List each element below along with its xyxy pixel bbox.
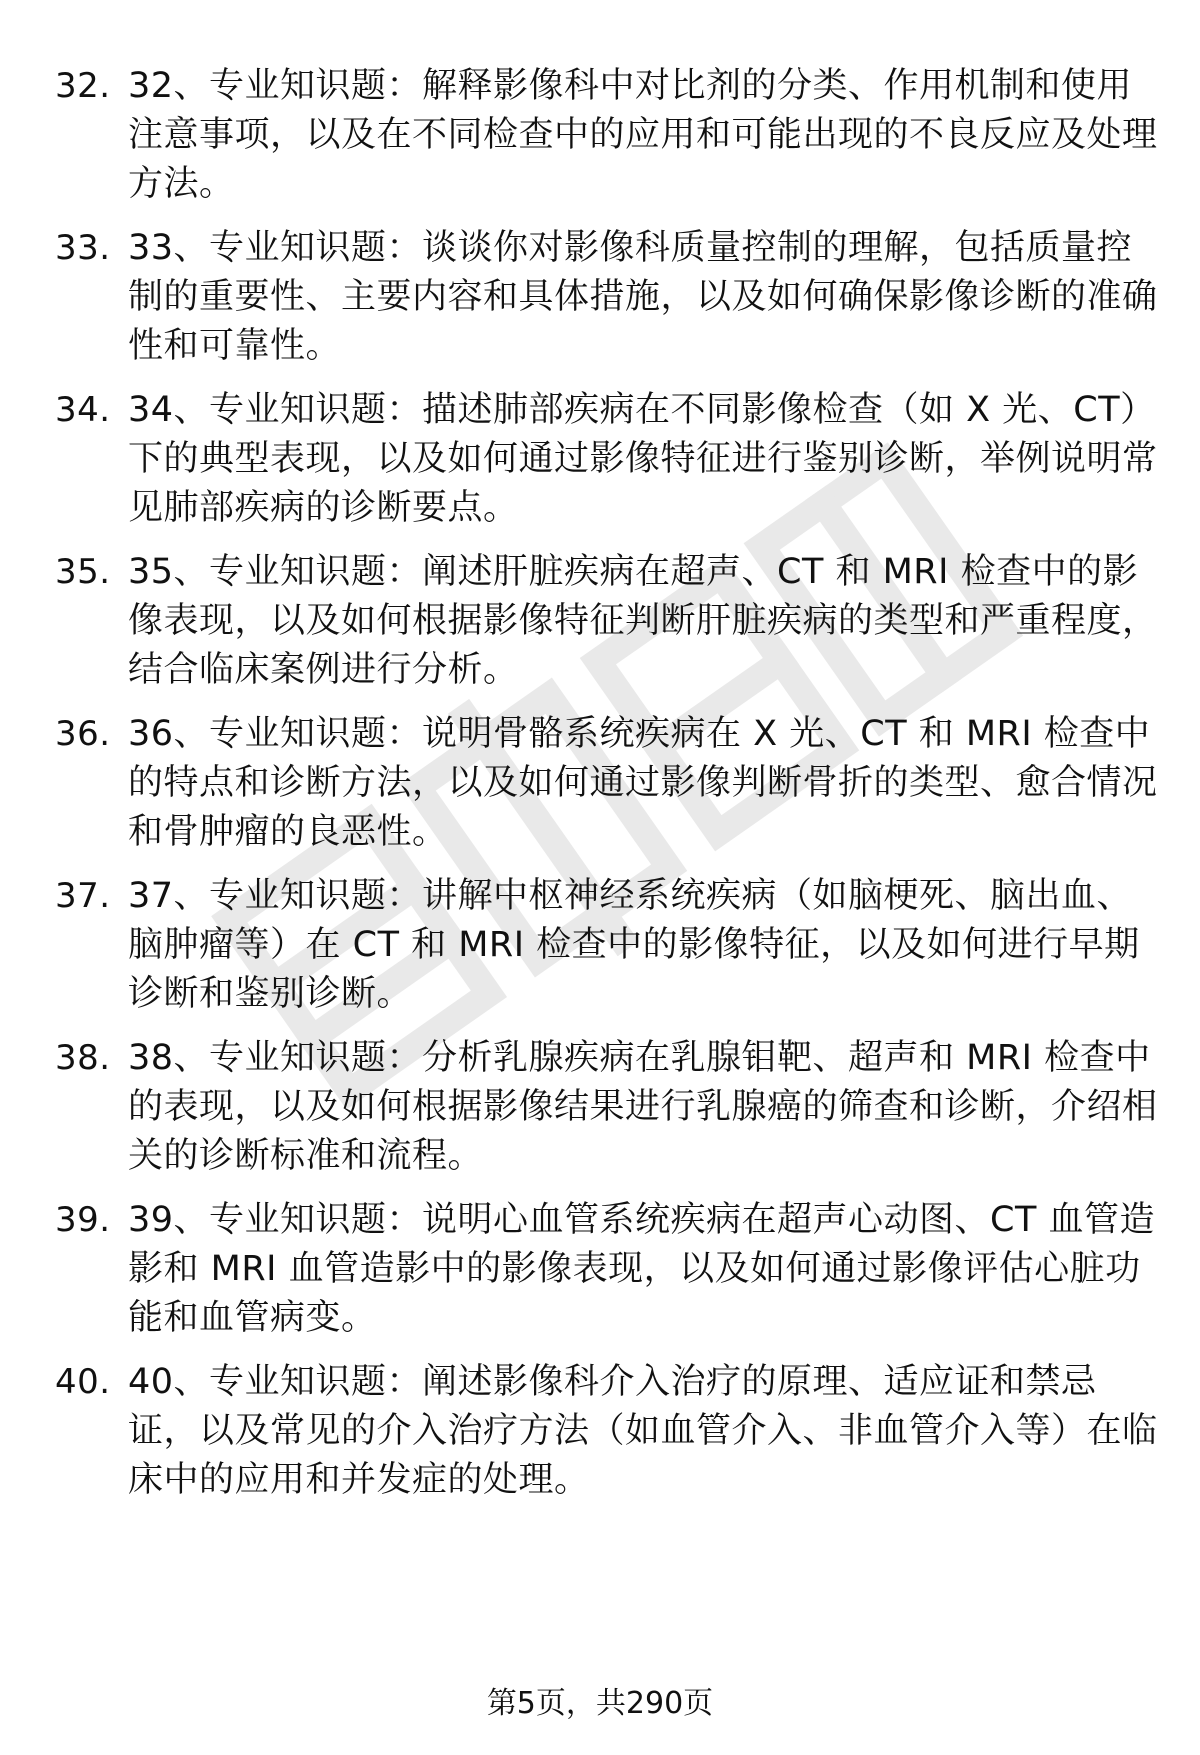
item-text: 32、专业知识题：解释影像科中对比剂的分类、作用机制和使用注意事项，以及在不同检查中的应用和可能出现的不良反应及处理方法。 bbox=[128, 66, 1158, 204]
item-text: 33、专业知识题：谈谈你对影像科质量控制的理解，包括质量控制的重要性、主要内容和具体措施，以及如何确保影像诊断的准确性和可靠性。 bbox=[128, 228, 1158, 366]
list-item bbox=[0, 1358, 1200, 1508]
list-item bbox=[0, 62, 1200, 212]
item-number: 38. bbox=[55, 1038, 111, 1078]
item-number: 36. bbox=[55, 714, 111, 754]
item-text: 34、专业知识题：描述肺部疾病在不同影像检查（如 X 光、CT）下的典型表现，以及如何通过影像特征进行鉴别诊断，举例说明常见肺部疾病的诊断要点。 bbox=[128, 390, 1158, 528]
item-number: 33. bbox=[55, 228, 111, 268]
list-item bbox=[0, 224, 1200, 374]
list-item bbox=[0, 1034, 1200, 1184]
item-text: 38、专业知识题：分析乳腺疾病在乳腺钼靶、超声和 MRI 检查中的表现，以及如何根据影像结果进行乳腺癌的筛查和诊断，介绍相关的诊断标准和流程。 bbox=[128, 1038, 1158, 1176]
item-number: 37. bbox=[55, 876, 111, 916]
item-number: 34. bbox=[55, 390, 111, 430]
item-number: 32. bbox=[55, 66, 111, 106]
item-text: 37、专业知识题：讲解中枢神经系统疾病（如脑梗死、脑出血、脑肿瘤等）在 CT 和 MRI 检查中的影像特征，以及如何进行早期诊断和鉴别诊断。 bbox=[128, 876, 1140, 1014]
item-number: 35. bbox=[55, 552, 111, 592]
item-text: 35、专业知识题：阐述肝脏疾病在超声、CT 和 MRI 检查中的影像表现，以及如何根据影像特征判断肝脏疾病的类型和严重程度，结合临床案例进行分析。 bbox=[128, 552, 1158, 690]
item-text: 40、专业知识题：阐述影像科介入治疗的原理、适应证和禁忌证，以及常见的介入治疗方法（如血管介入、非血管介入等）在临床中的应用和并发症的处理。 bbox=[128, 1362, 1158, 1500]
list-item bbox=[0, 710, 1200, 860]
item-text: 36、专业知识题：说明骨骼系统疾病在 X 光、CT 和 MRI 检查中的特点和诊断方法，以及如何通过影像判断骨折的类型、愈合情况和骨肿瘤的良恶性。 bbox=[128, 714, 1158, 852]
list-item bbox=[0, 872, 1200, 1022]
item-number: 40. bbox=[55, 1362, 111, 1402]
list-item bbox=[0, 386, 1200, 536]
item-number: 39. bbox=[55, 1200, 111, 1240]
page-footer: 第5页，共290页 bbox=[486, 1686, 714, 1721]
list-item bbox=[0, 1196, 1200, 1346]
list-item bbox=[0, 548, 1200, 698]
item-text: 39、专业知识题：说明心血管系统疾病在超声心动图、CT 血管造影和 MRI 血管造影中的影像表现，以及如何通过影像评估心脏功能和血管病变。 bbox=[128, 1200, 1155, 1338]
